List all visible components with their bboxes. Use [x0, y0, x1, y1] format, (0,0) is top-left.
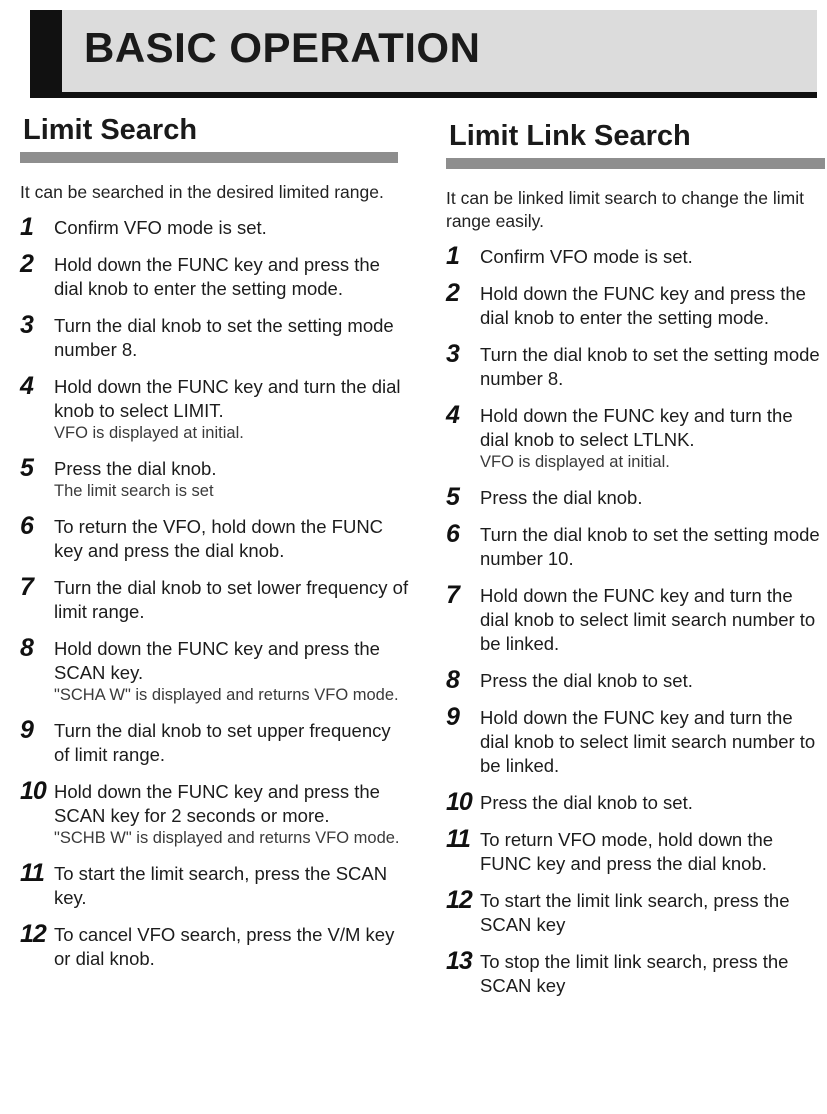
step-number: 11 [446, 825, 470, 853]
list-item [446, 483, 825, 511]
step-number: 12 [446, 886, 472, 914]
step-number: 10 [446, 788, 472, 816]
list-item [20, 634, 410, 706]
list-item [446, 581, 825, 656]
list-item [446, 703, 825, 778]
step-text: Turn the dial knob to set upper frequency of limit range. [54, 720, 391, 765]
page-title: BASIC OPERATION [84, 24, 481, 71]
list-item [446, 401, 825, 473]
step-text: Hold down the FUNC key and turn the dial knob to select LIMIT. [54, 376, 401, 421]
step-note: "SCHA W" is displayed and returns VFO mode. [54, 686, 399, 704]
step-number: 4 [20, 372, 33, 400]
list-item [20, 250, 410, 301]
step-text: Hold down the FUNC key and press the SCAN key for 2 seconds or more. [54, 781, 380, 826]
step-text: To start the limit search, press the SCAN key. [54, 863, 388, 908]
step-text: Press the dial knob. [54, 458, 217, 479]
step-number: 8 [446, 666, 459, 694]
step-number: 8 [20, 634, 33, 662]
step-note: "SCHB W" is displayed and returns VFO mode. [54, 829, 400, 847]
step-number: 3 [20, 311, 33, 339]
step-text: Turn the dial knob to set the setting mode number 10. [480, 524, 820, 569]
step-text: To cancel VFO search, press the V/M key or dial knob. [54, 924, 395, 969]
list-item [20, 716, 410, 767]
page-banner [30, 10, 817, 98]
step-number: 13 [446, 947, 472, 975]
list-item [20, 920, 410, 971]
step-text: Press the dial knob. [480, 487, 643, 508]
section-intro: It can be linked limit search to change the limit range easily. [446, 188, 804, 231]
list-item [20, 777, 410, 849]
step-text: To stop the limit link search, press the SCAN key [480, 951, 789, 996]
step-number: 11 [20, 859, 44, 887]
limit-link-search-section [446, 118, 825, 1011]
step-text: Press the dial knob to set. [480, 670, 693, 691]
section-title: Limit Link Search [449, 120, 691, 152]
step-text: Hold down the FUNC key and press the dial knob to enter the setting mode. [54, 254, 380, 299]
step-number: 2 [20, 250, 33, 278]
list-item [20, 573, 410, 624]
list-item [446, 825, 825, 876]
step-number: 7 [446, 581, 459, 609]
list-item [446, 788, 825, 816]
list-item [446, 340, 825, 391]
step-text: Turn the dial knob to set lower frequency of limit range. [54, 577, 409, 622]
step-text: Confirm VFO mode is set. [54, 217, 267, 238]
list-item [446, 886, 825, 937]
step-text: Hold down the FUNC key and turn the dial knob to select limit search number to be linked. [480, 707, 816, 776]
step-list [20, 213, 410, 971]
list-item [20, 213, 410, 241]
step-number: 12 [20, 920, 46, 948]
step-text: Turn the dial knob to set the setting mode number 8. [480, 344, 820, 389]
section-title: Limit Search [23, 114, 198, 146]
step-text: To return VFO mode, hold down the FUNC key and press the dial knob. [480, 829, 774, 874]
step-note: VFO is displayed at initial. [54, 424, 244, 442]
list-item [446, 666, 825, 694]
list-item [20, 454, 410, 502]
list-item [446, 279, 825, 330]
section-intro: It can be searched in the desired limited range. [20, 182, 384, 202]
section-divider [446, 158, 825, 169]
step-note: The limit search is set [54, 482, 214, 500]
step-text: Confirm VFO mode is set. [480, 246, 693, 267]
list-item [20, 311, 410, 362]
list-item [20, 372, 410, 444]
step-text: To return the VFO, hold down the FUNC key and press the dial knob. [54, 516, 384, 561]
step-number: 1 [20, 213, 33, 241]
limit-search-section [20, 112, 410, 984]
step-number: 5 [446, 483, 459, 511]
list-item [446, 242, 825, 270]
list-item [20, 859, 410, 910]
step-number: 4 [446, 401, 459, 429]
step-text: To start the limit link search, press the SCAN key [480, 890, 790, 935]
step-number: 9 [20, 716, 33, 744]
step-number: 7 [20, 573, 33, 601]
step-text: Hold down the FUNC key and turn the dial knob to select limit search number to be linked. [480, 585, 816, 654]
step-text: Hold down the FUNC key and press the SCAN key. [54, 638, 380, 683]
step-text: Press the dial knob to set. [480, 792, 693, 813]
list-item [446, 947, 825, 998]
section-divider [20, 152, 398, 163]
step-number: 6 [20, 512, 33, 540]
step-number: 10 [20, 777, 46, 805]
step-number: 2 [446, 279, 459, 307]
banner-accent-bar [30, 10, 62, 92]
list-item [446, 520, 825, 571]
step-text: Hold down the FUNC key and press the dial knob to enter the setting mode. [480, 283, 806, 328]
step-number: 5 [20, 454, 33, 482]
step-text: Turn the dial knob to set the setting mode number 8. [54, 315, 394, 360]
step-note: VFO is displayed at initial. [480, 453, 670, 471]
step-number: 9 [446, 703, 459, 731]
step-text: Hold down the FUNC key and turn the dial knob to select LTLNK. [480, 405, 793, 450]
list-item [20, 512, 410, 563]
step-number: 1 [446, 242, 459, 270]
step-number: 3 [446, 340, 459, 368]
step-list [446, 242, 825, 998]
step-number: 6 [446, 520, 459, 548]
